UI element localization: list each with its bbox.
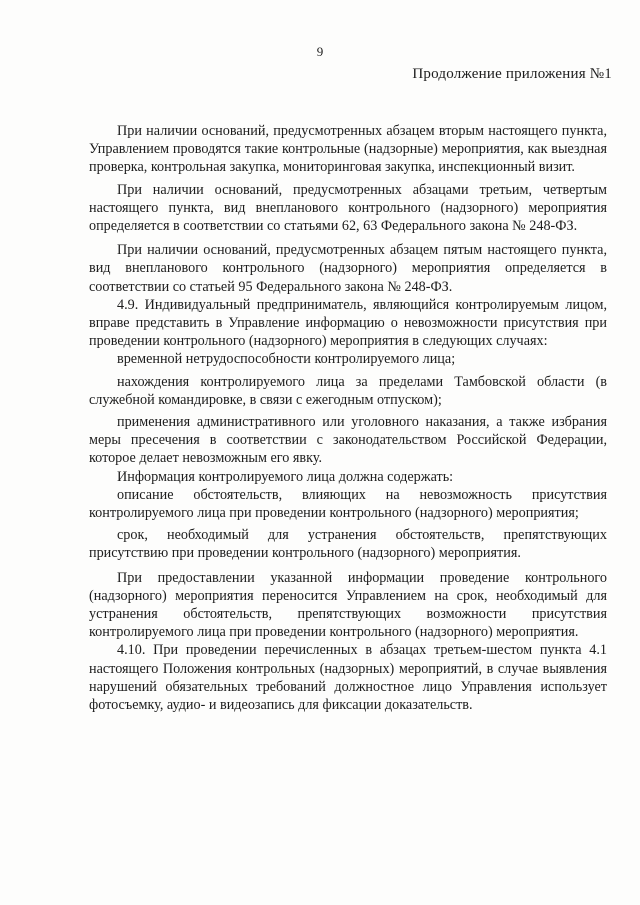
paragraph-grounds-fifth: При наличии оснований, предусмотренных абзацем пятым настоящего пункта, вид внепланового контрольного (надзорного) мероприятия определяется в соответствии со статьей 95 Федерального закона № 248-ФЗ. [89,242,607,295]
paragraph-grounds-third-fourth: При наличии оснований, предусмотренных абзацами третьим, четвертым настоящего пункта, вид внепланового контрольного (надзорного) мероприятия определяется в соответствии со статьями 62, 63 Федерального закона № 248-ФЗ. [89,181,607,235]
paragraph-4-10: 4.10. При проведении перечисленных в абзацах третьем-шестом пункта 4.1 настоящего Положения контрольных (надзорных) мероприятий, в случае выявления нарушений обязательных требований должностное лицо Управления использует фотосъемку, аудио- и видеозапись для фиксации доказательств. [89,642,607,714]
list-item-temporary-disability: временной нетрудоспособности контролируемого лица; [117,351,456,368]
paragraph-information-content: Информация контролируемого лица должна содержать: [117,468,454,485]
list-item-outside-region: нахождения контролируемого лица за пределами Тамбовской области (в служебной командировке, в связи с ежегодным отпуском); [89,373,607,408]
list-item-description: описание обстоятельств, влияющих на невозможность присутствия контролируемого лица при проведении контрольного (надзорного) мероприятия; [89,486,607,522]
document-body [89,122,607,714]
page-number: 9 [316,44,324,59]
list-item-punishment: применения административного или уголовного наказания, а также избрания меры пресечения в соответствии с законодательством Российской Федерации, которое делает невозможным его явку. [89,414,607,467]
paragraph-postponement: При предоставлении указанной информации проведение контрольного (надзорного) мероприятия переносится Управлением на срок, необходимый для устранения обстоятельств, препятствующих возможности присутствия контролируемого лица при проведении контрольного (надзорного) мероприятия. [89,569,607,641]
appendix-continuation-note: Продолжение приложения №1 [412,66,612,82]
paragraph-4-9: 4.9. Индивидуальный предприниматель, являющийся контролируемым лицом, вправе представить в Управление информацию о невозможности присутствия при проведении контрольного (надзорного) мероприятия в следующих случаях: [89,296,607,350]
paragraph-grounds-second: При наличии оснований, предусмотренных абзацем вторым настоящего пункта, Управлением проводятся такие контрольные (надзорные) мероприятия, как выездная проверка, контрольная закупка, мониторинговая закупка, инспекционный визит. [89,123,607,176]
list-item-term: срок, необходимый для устранения обстоятельств, препятствующих присутствию при проведении контрольного (надзорного) мероприятия. [89,527,607,562]
